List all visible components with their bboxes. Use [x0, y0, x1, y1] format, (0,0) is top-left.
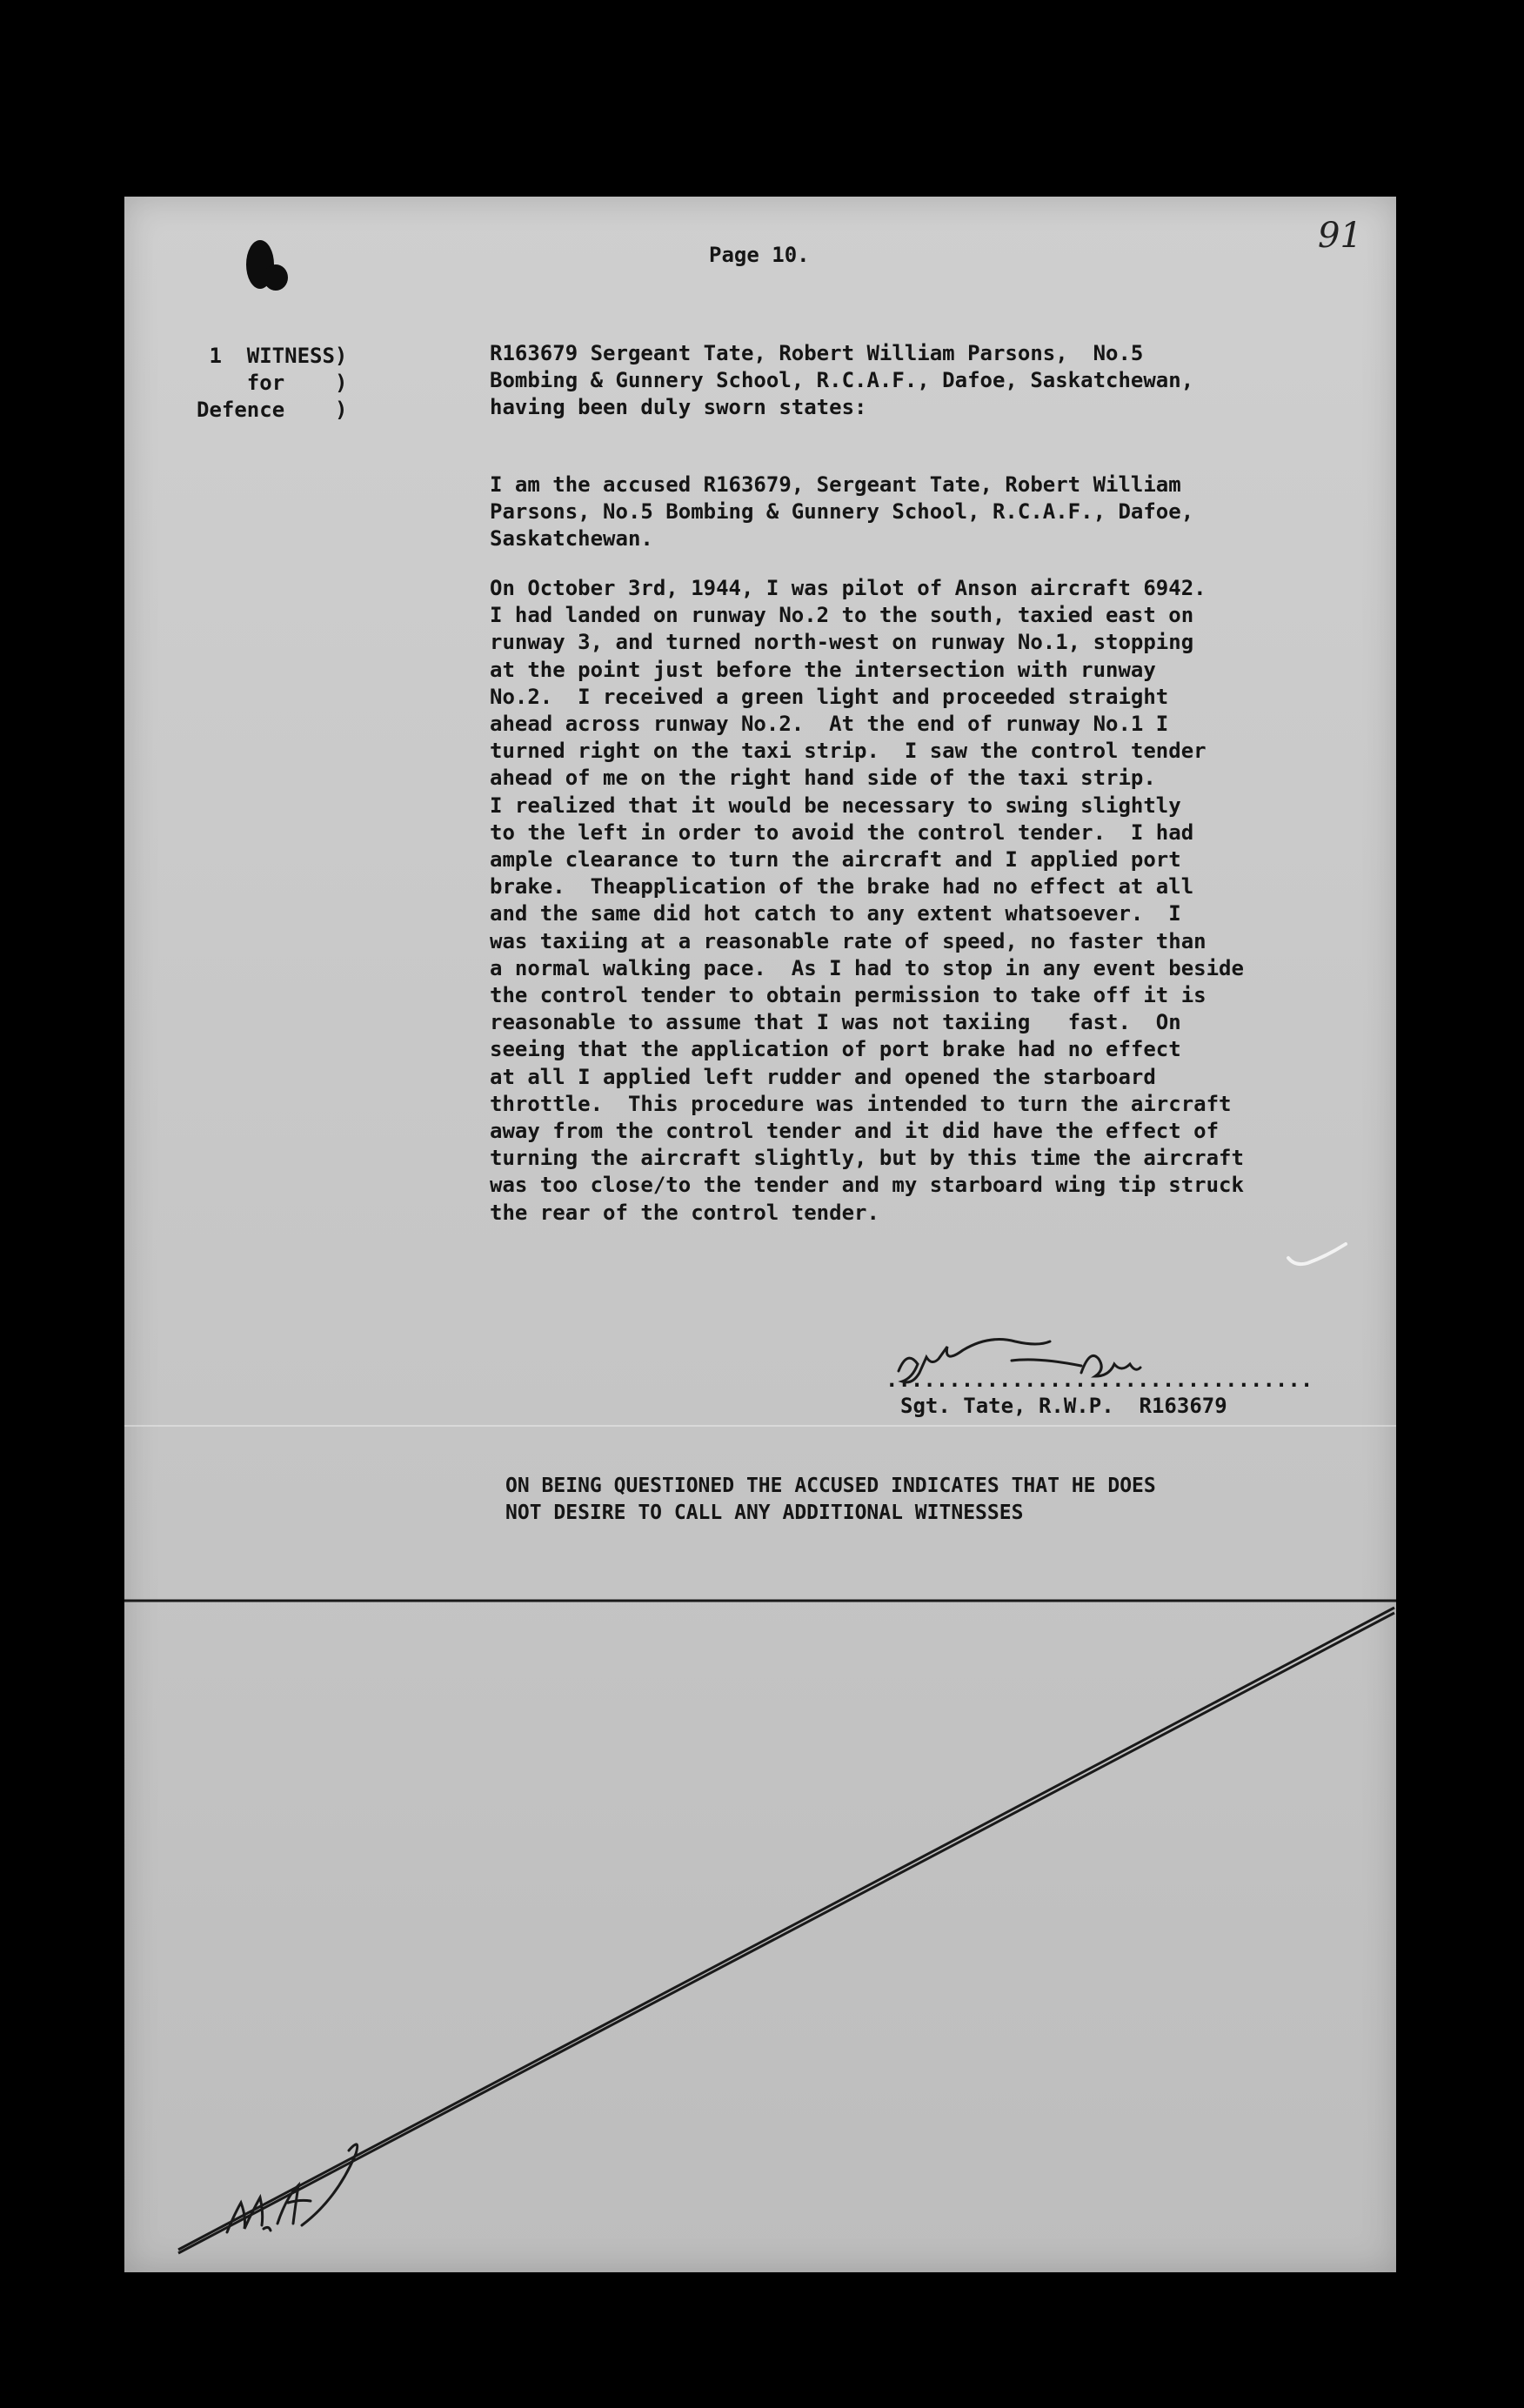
margin-label-witness-for-defence: 1 WITNESS) for ) Defence )	[197, 344, 348, 423]
intro-paragraph: R163679 Sergeant Tate, Robert William Parsons, No.5 Bombing & Gunnery School, R.C.A.F., Dafoe, Saskatchewan, having been duly sworn states:	[490, 341, 1194, 420]
questioned-note: ON BEING QUESTIONED THE ACCUSED INDICATES THAT HE DOES NOT DESIRE TO CALL ANY ADDITIONAL WITNESSES	[505, 1475, 1156, 1524]
accused-paragraph: I am the accused R163679, Sergeant Tate, Robert William Parsons, No.5 Bombing & Gunnery School, R.C.A.F., Dafoe, Saskatchewan.	[490, 472, 1194, 552]
diagonal-strike	[178, 1608, 1394, 2253]
signature-typed-name: Sgt. Tate, R.W.P. R163679	[900, 1394, 1227, 1418]
document-page	[124, 197, 1396, 2272]
handwritten-page-number: 91	[1318, 216, 1362, 256]
statement-paragraph: On October 3rd, 1944, I was pilot of Anson aircraft 6942. I had landed on runway No.2 to the south, taxied east on runway 3, and turned north-west on runway No.1, stopping at the point just before the intersection with runway No.2. I received a green light and proceeded straight ahead across runway No.2. At the end of runway No.1 I turned right on the taxi strip. I saw the control tender ahead of me on the right hand side of the taxi strip. I realized that it would be necessary to swing slightly to the left in order to avoid the control tender. I had ample clearance to turn the aircraft and I applied port brake. Theapplication of the brake had no effect at all and the same did hot catch to any extent whatsoever. I was taxiing at a reasonable rate of speed, no faster than a normal walking pace. As I had to stop in any event beside the control tender to obtain permission to take off it is reasonable to assume that I was not taxiing fast. On seeing that the application of port brake had no effect at all I applied left rudder and opened the starboard throttle. This procedure was intended to turn the aircraft away from the control tender and it did have the effect of turning the aircraft slightly, but by this time the aircraft was too close/to the tender and my starboard wing tip struck the rear of the control tender.	[490, 576, 1244, 1225]
signature-dotted-line: ..................................	[886, 1368, 1313, 1392]
check-mark	[1288, 1244, 1346, 1264]
ink-overlay	[124, 197, 1396, 2272]
handwritten-signature	[899, 1340, 1140, 1382]
page-heading: Page 10.	[709, 243, 810, 267]
